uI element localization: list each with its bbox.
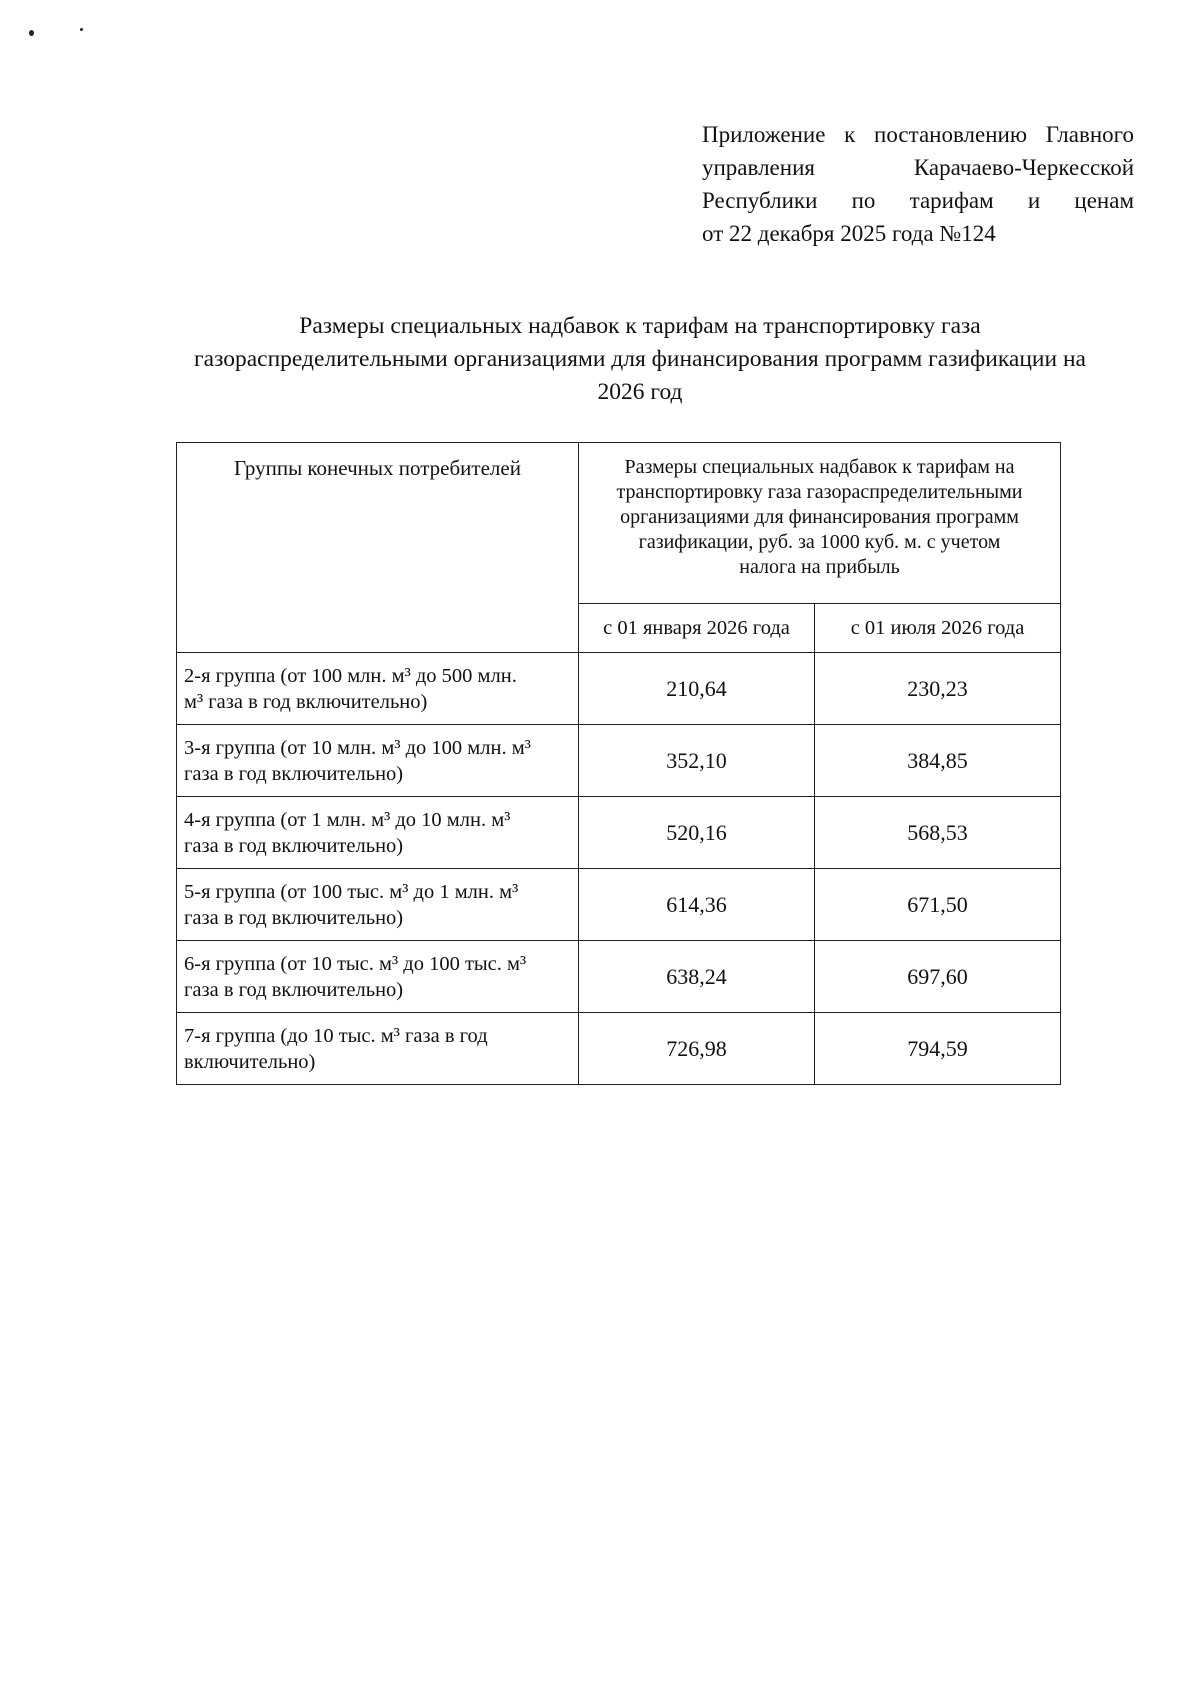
tariff-table (176, 442, 1061, 1085)
july-value: 230,23 (815, 653, 1061, 725)
annex-line-4: от 22 декабря 2025 года №124 (702, 221, 996, 246)
header-surcharge-line-1: Размеры специальных надбавок к тарифам на (624, 456, 1015, 478)
header-surcharge-line-2: транспортировку газа газораспределительными (616, 481, 1023, 503)
group-cell (177, 1013, 579, 1085)
group-cell (177, 653, 579, 725)
group-line: м³ газа в год включительно) (184, 690, 428, 713)
group-line: 3-я группа (от 10 млн. м³ до 100 млн. м³ (184, 736, 531, 759)
july-value: 384,85 (815, 725, 1061, 797)
header-from-january: с 01 января 2026 года (579, 604, 815, 653)
title-line-2: газораспределительными организациями для финансирования программ газификации на (194, 346, 1086, 372)
scan-speck-2 (80, 28, 83, 31)
group-line: газа в год включительно) (184, 978, 404, 1001)
group-line: 4-я группа (от 1 млн. м³ до 10 млн. м³ (184, 808, 511, 831)
header-surcharge-line-5: налога на прибыль (739, 556, 900, 578)
group-line: включительно) (184, 1050, 316, 1073)
annex-line-1: Приложение к постановлению Главного (702, 122, 1134, 147)
group-line: 6-я группа (от 10 тыс. м³ до 100 тыс. м³ (184, 952, 527, 975)
annex-line-2: управления Карачаево-Черкесской (702, 155, 1134, 180)
group-cell (177, 941, 579, 1013)
group-cell (177, 725, 579, 797)
title-line-3: 2026 год (597, 379, 683, 405)
july-value: 697,60 (815, 941, 1061, 1013)
group-line: газа в год включительно) (184, 762, 404, 785)
table-row (177, 1013, 1061, 1085)
group-line: 7-я группа (до 10 тыс. м³ газа в год (184, 1024, 488, 1047)
scan-speck-1 (29, 30, 34, 36)
header-surcharge-sizes (579, 443, 1061, 604)
group-line: 5-я группа (от 100 тыс. м³ до 1 млн. м³ (184, 880, 519, 903)
header-consumer-groups: Группы конечных потребителей (177, 443, 579, 653)
header-from-july: с 01 июля 2026 года (815, 604, 1061, 653)
january-value: 638,24 (579, 941, 815, 1013)
table-row (177, 797, 1061, 869)
group-line: газа в год включительно) (184, 834, 404, 857)
annex-header (702, 118, 1134, 250)
january-value: 614,36 (579, 869, 815, 941)
january-value: 210,64 (579, 653, 815, 725)
title-line-1: Размеры специальных надбавок к тарифам на транспортировку газа (299, 313, 981, 339)
july-value: 568,53 (815, 797, 1061, 869)
table-row (177, 653, 1061, 725)
table-row (177, 941, 1061, 1013)
header-surcharge-line-3: организациями для финансирования программ (620, 506, 1019, 528)
january-value: 726,98 (579, 1013, 815, 1085)
table-row (177, 869, 1061, 941)
annex-line-3: Республики по тарифам и ценам (702, 188, 1134, 213)
july-value: 794,59 (815, 1013, 1061, 1085)
january-value: 352,10 (579, 725, 815, 797)
group-line: газа в год включительно) (184, 906, 404, 929)
table-header-row (177, 443, 1061, 604)
group-cell (177, 797, 579, 869)
group-line: 2-я группа (от 100 млн. м³ до 500 млн. (184, 664, 517, 687)
header-surcharge-line-4: газификации, руб. за 1000 куб. м. с учетом (638, 531, 1001, 553)
january-value: 520,16 (579, 797, 815, 869)
group-cell (177, 869, 579, 941)
document-title (150, 310, 1130, 409)
table-row (177, 725, 1061, 797)
july-value: 671,50 (815, 869, 1061, 941)
